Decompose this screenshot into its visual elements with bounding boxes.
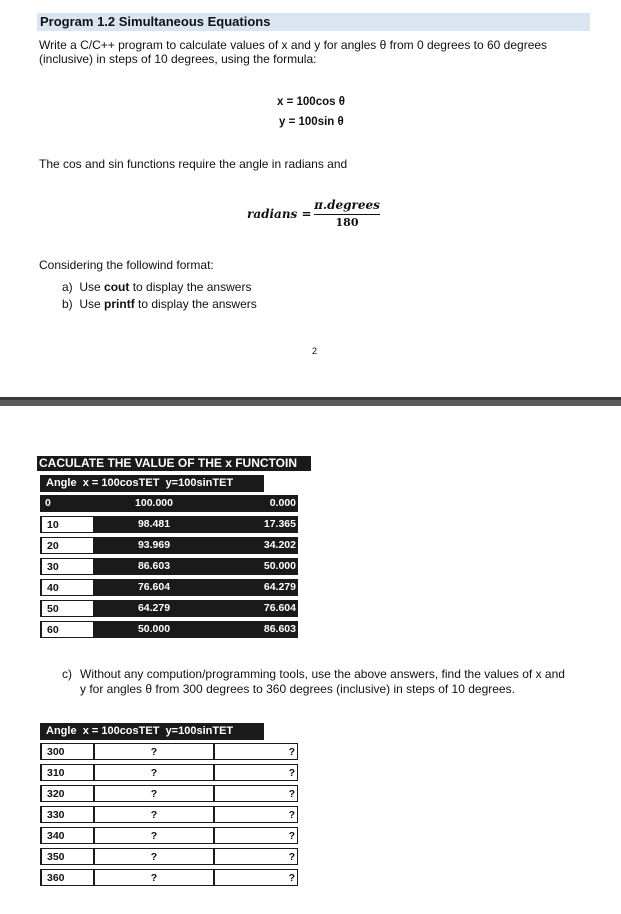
radians-denominator: 180 <box>335 216 359 229</box>
table1-row <box>40 495 296 512</box>
table1-angle-cell: 60 <box>40 621 94 638</box>
formula-y: y = 100sin θ <box>279 116 344 128</box>
table2-y-cell: ? <box>214 785 298 802</box>
table1-x-cell: 76.604 <box>94 579 214 596</box>
table2-x-cell: ? <box>94 848 214 865</box>
intro-line-1: Write a C/C++ program to calculate values of x and y for angles θ from 0 degrees to 60 degrees <box>39 38 548 52</box>
table2-header-angle: Angle <box>46 725 77 737</box>
page-break <box>0 397 621 406</box>
part-c-line-1: Without any compution/programming tools, use the above answers, find the values of x and <box>80 667 565 681</box>
table1-y-cell: 0.000 <box>214 495 298 512</box>
option-b-keyword: printf <box>104 297 135 311</box>
table1-x-cell: 64.279 <box>94 600 214 617</box>
part-c-line-2: y for angles θ from 300 degrees to 360 degrees (inclusive) in steps of 10 degrees. <box>80 682 515 696</box>
table1-x-cell: 93.969 <box>94 537 214 554</box>
table1-x-cell: 50.000 <box>94 621 214 638</box>
table1-y-cell: 76.604 <box>214 600 298 617</box>
option-b-marker: b) <box>62 297 73 311</box>
table2-angle-cell: 330 <box>40 806 94 823</box>
option-b-pre: Use <box>79 297 105 311</box>
table2-row <box>40 827 295 844</box>
table1-header-angle: Angle <box>46 477 77 489</box>
table1-angle-cell: 10 <box>40 516 94 533</box>
table2-x-cell: ? <box>94 785 214 802</box>
table1-header <box>40 475 264 492</box>
table2-y-cell: ? <box>214 848 298 865</box>
table1-angle-cell: 40 <box>40 579 94 596</box>
table1-header-x: x = 100cosTET <box>82 477 160 489</box>
option-a-post: to display the answers <box>129 280 252 294</box>
radians-note: The cos and sin functions require the angle in radians and <box>39 157 348 171</box>
table1-y-cell: 17.365 <box>214 516 298 533</box>
option-a-keyword: cout <box>104 280 130 294</box>
table1-x-cell: 86.603 <box>94 558 214 575</box>
table1-angle-cell: 50 <box>40 600 94 617</box>
table1-row <box>40 600 296 617</box>
program-heading: Program 1.2 Simultaneous Equations <box>37 13 590 31</box>
option-b <box>62 297 257 311</box>
table1-x-cell: 98.481 <box>94 516 214 533</box>
table2-header <box>40 723 264 740</box>
table2-angle-cell: 340 <box>40 827 94 844</box>
table1-angle-cell: 30 <box>40 558 94 575</box>
table2-x-cell: ? <box>94 869 214 886</box>
formula-x: x = 100cos θ <box>277 96 345 108</box>
table2-y-cell: ? <box>214 743 298 760</box>
table2-header-x: x = 100cosTET <box>82 725 160 737</box>
radians-lhs: radians = <box>247 207 312 221</box>
intro-line-2: (inclusive) in steps of 10 degrees, using the formula: <box>39 52 317 66</box>
table2-y-cell: ? <box>214 806 298 823</box>
table2-angle-cell: 310 <box>40 764 94 781</box>
table1-y-cell: 34.202 <box>214 537 298 554</box>
format-intro: Considering the followind format: <box>39 258 214 272</box>
table2-row <box>40 785 295 802</box>
table1-angle-cell: 20 <box>40 537 94 554</box>
table2-angle-cell: 350 <box>40 848 94 865</box>
option-a-marker: a) <box>62 280 73 294</box>
table1-header-y: y=100sinTET <box>165 477 234 489</box>
table1-y-cell: 50.000 <box>214 558 298 575</box>
table1-row <box>40 516 296 533</box>
table1-row <box>40 537 296 554</box>
table2-row <box>40 848 295 865</box>
table2-angle-cell: 360 <box>40 869 94 886</box>
option-a-pre: Use <box>79 280 105 294</box>
table2-row <box>40 743 295 760</box>
table2-row <box>40 806 295 823</box>
table2-y-cell: ? <box>214 869 298 886</box>
part-c-marker: c) <box>62 667 72 681</box>
table1-caption: CACULATE THE VALUE OF THE x FUNCTOIN <box>37 456 311 471</box>
table2-angle-cell: 300 <box>40 743 94 760</box>
table1-x-cell: 100.000 <box>94 495 214 512</box>
table2-y-cell: ? <box>214 827 298 844</box>
page-number: 2 <box>312 346 318 356</box>
option-a <box>62 280 251 294</box>
table2-row <box>40 764 295 781</box>
table2-x-cell: ? <box>94 743 214 760</box>
table2-angle-cell: 320 <box>40 785 94 802</box>
table1-angle-cell: 0 <box>40 495 94 512</box>
fraction-bar <box>314 214 380 215</box>
option-b-post: to display the answers <box>134 297 257 311</box>
table2-x-cell: ? <box>94 827 214 844</box>
table2-header-y: y=100sinTET <box>165 725 234 737</box>
table1-row <box>40 579 296 596</box>
table2-row <box>40 869 295 886</box>
table2-x-cell: ? <box>94 806 214 823</box>
radians-numerator: π.degrees <box>314 198 380 212</box>
table2-x-cell: ? <box>94 764 214 781</box>
table1-y-cell: 64.279 <box>214 579 298 596</box>
table1-row <box>40 558 296 575</box>
table1-y-cell: 86.603 <box>214 621 298 638</box>
table1-row <box>40 621 296 638</box>
table2-y-cell: ? <box>214 764 298 781</box>
